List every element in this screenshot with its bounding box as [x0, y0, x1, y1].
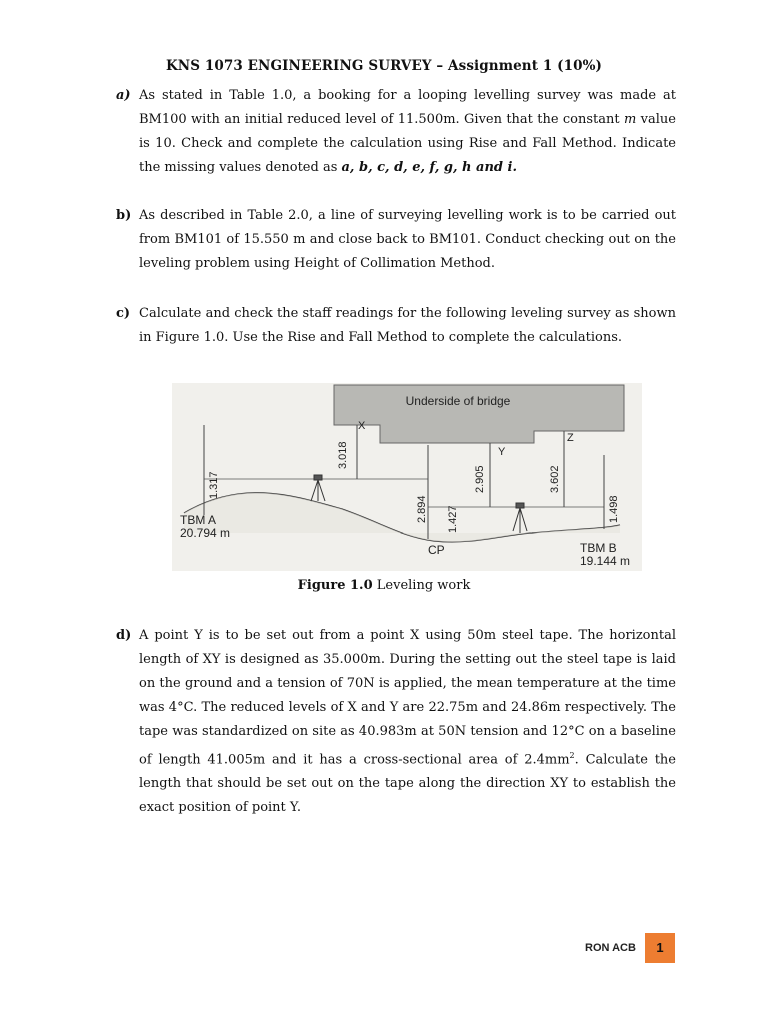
question-a [116, 84, 676, 180]
superscript: 2 [569, 751, 575, 760]
page-title: KNS 1073 ENGINEERING SURVEY – Assignment 1 (10%) [165, 58, 603, 74]
tbm-a-name: TBM A [180, 513, 217, 527]
text-part: value is 10. Check and complete the calculation using Rise and Fall Method. Indicate the missing values denoted as [139, 112, 676, 175]
reading-label: 3.018 [337, 441, 349, 469]
point-z-label: Z [567, 432, 574, 444]
question-text: Calculate and check the staff readings for the following leveling survey as shown in Figure 1.0. Use the Rise and Fall Method to complete the calculations. [139, 306, 676, 345]
footer-author: RON ACB [585, 942, 636, 954]
text-emphasis: a, b, c, d, e, f, g, h and i. [341, 160, 517, 175]
question-text: As described in Table 2.0, a line of surveying levelling work is to be carried out from BM101 of 15.550 m and close back to BM101. Conduct checking out on the leveling problem using Height of Collimation Method. [139, 208, 676, 271]
figure-caption-label: Figure 1.0 [297, 578, 373, 593]
question-b [116, 204, 676, 276]
tbm-b-level: 19.144 m [580, 554, 631, 568]
reading-label: 1.427 [447, 505, 459, 533]
bridge-label: Underside of bridge [405, 394, 511, 408]
text-part: A point Y is to be set out from a point X using 50m steel tape. The horizontal length of XY is designed as 35.000m. During the setting out the steel tape is laid on the ground and a tension of 70N is applied, the mean temperature at the time was 4°C. The reduced levels of X and Y are 22.75m and 24.86m respectively. The tape was standardized on site as 40.983m at 50N tension and 12°C on a baseline of length 41.005m and it has a cross-sectional area of 2.4mm [139, 628, 676, 768]
text-part: . Calculate the length that should be set out on the tape along the direction XY to establish the exact position of point Y. [139, 752, 676, 816]
reading-label: 2.905 [474, 465, 486, 493]
reading-label: 1.498 [608, 495, 620, 523]
tbm-b-name: TBM B [580, 541, 617, 555]
page-number-badge: 1 [645, 933, 675, 963]
question-c [116, 302, 676, 350]
reading-label: 1.317 [208, 471, 220, 499]
figure-caption [0, 578, 768, 593]
reading-label: 3.602 [549, 465, 561, 493]
tbm-a-level: 20.794 m [180, 526, 231, 540]
question-label: a) [116, 88, 131, 103]
question-label: d) [116, 628, 132, 643]
instrument-2-icon [513, 503, 527, 533]
leveling-figure [172, 383, 642, 571]
point-x-label: X [358, 420, 366, 432]
ground-fill [184, 493, 620, 542]
figure-caption-text: Leveling work [372, 578, 471, 593]
reading-label: 2.894 [416, 495, 428, 523]
text-italic-m: m [623, 112, 637, 127]
point-cp-label: CP [428, 543, 445, 557]
question-d [116, 624, 676, 820]
point-y-label: Y [498, 446, 506, 458]
question-label: b) [116, 208, 132, 223]
leveling-diagram [172, 383, 642, 571]
question-text [139, 624, 676, 820]
text-part: As stated in Table 1.0, a booking for a looping levelling survey was made at BM100 with an initial reduced level of 11.500m. Given that the constant [139, 88, 676, 127]
question-label: c) [116, 306, 131, 321]
question-text [139, 84, 676, 180]
